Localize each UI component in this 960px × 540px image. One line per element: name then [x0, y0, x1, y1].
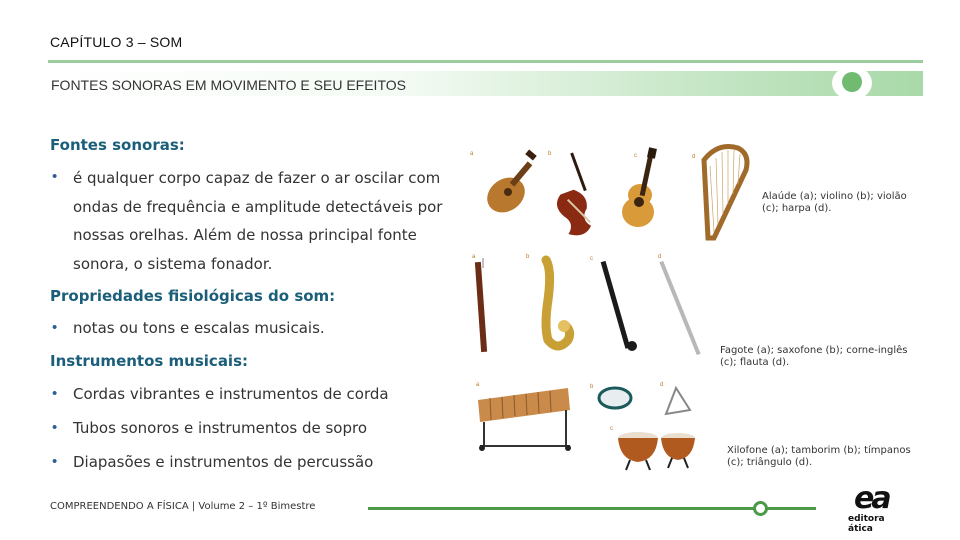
figure-label: c	[610, 426, 613, 432]
figure-label: a	[476, 382, 480, 388]
lute-icon	[480, 149, 536, 219]
harp-icon	[704, 147, 747, 239]
figure-label: d	[658, 254, 662, 260]
saxophone-icon	[546, 260, 570, 346]
propriedades-text: notas ou tons e escalas musicais.	[73, 319, 325, 337]
wind-instruments-figure	[468, 250, 718, 360]
flute-icon	[659, 261, 700, 355]
caption-line: Xilofone (a); tamborim (b); tímpanos	[727, 445, 911, 456]
editora-logo	[848, 481, 910, 534]
text-line: nossas orelhas. Além de nossa principal fonte	[73, 226, 417, 244]
figure-label: d	[660, 382, 664, 388]
section-banner	[48, 71, 923, 96]
violin-icon	[554, 153, 597, 240]
figure-label: a	[472, 254, 476, 260]
figure-label: b	[548, 151, 552, 157]
timpani-icon	[618, 432, 695, 470]
figure-label: a	[470, 151, 474, 157]
figure-label: b	[590, 384, 594, 390]
propriedades-heading: Propriedades fisiológicas do som:	[50, 287, 336, 305]
caption-line: Fagote (a); saxofone (b); corne-inglês	[720, 345, 908, 356]
footer-divider	[368, 507, 816, 510]
figure-label: d	[692, 154, 696, 160]
caption-line: (c); triângulo (d).	[727, 457, 813, 468]
winds-caption	[720, 345, 908, 369]
footer-circle-icon	[753, 501, 768, 516]
figure-label: b	[526, 254, 530, 260]
bullet-icon: •	[52, 419, 58, 436]
percussion-instruments-figure	[470, 380, 725, 472]
section-title: FONTES SONORAS EM MOVIMENTO E SEU EFEITOS	[51, 77, 406, 93]
instrumentos-item: Tubos sonoros e instrumentos de sopro	[73, 419, 368, 437]
instrumentos-item: Cordas vibrantes e instrumentos de corda	[73, 385, 389, 403]
percussion-caption	[727, 445, 911, 469]
fontes-sonoras-heading: Fontes sonoras:	[50, 136, 185, 154]
chapter-title: CAPÍTULO 3 – SOM	[50, 34, 183, 50]
tambourine-icon	[599, 388, 631, 408]
fontes-sonoras-text	[73, 164, 442, 278]
text-line: sonora, o sistema fonador.	[73, 254, 273, 273]
guitar-icon	[622, 147, 657, 227]
xylophone-icon	[478, 388, 571, 451]
instrumentos-heading: Instrumentos musicais:	[50, 352, 249, 370]
logo-text: editora ática	[848, 514, 885, 534]
bullet-icon: •	[52, 168, 58, 185]
text-line: é qualquer corpo capaz de fazer o ar oscilar com	[73, 169, 441, 187]
footer-text: COMPREENDENDO A FÍSICA | Volume 2 – 1º Bimestre	[50, 501, 316, 512]
bullet-icon: •	[52, 319, 58, 336]
banner-dot-icon	[842, 72, 862, 92]
figure-label: c	[634, 153, 637, 159]
logo-mark: ea	[854, 481, 889, 516]
header-divider	[48, 60, 923, 63]
text-line: ondas de frequência e amplitude detectáveis por	[73, 197, 443, 216]
caption-line: (c); flauta (d).	[720, 357, 790, 368]
bassoon-icon	[475, 258, 487, 352]
figure-label: c	[590, 256, 593, 262]
english-horn-icon	[601, 261, 637, 351]
string-instruments-figure	[468, 140, 758, 245]
triangle-instrument-icon	[666, 388, 690, 414]
bullet-icon: •	[52, 453, 58, 470]
caption-line: Alaúde (a); violino (b); violão	[762, 191, 907, 202]
strings-caption	[762, 191, 907, 215]
bullet-icon: •	[52, 385, 58, 402]
caption-line: (c); harpa (d).	[762, 203, 832, 214]
instrumentos-item: Diapasões e instrumentos de percussão	[73, 453, 374, 471]
